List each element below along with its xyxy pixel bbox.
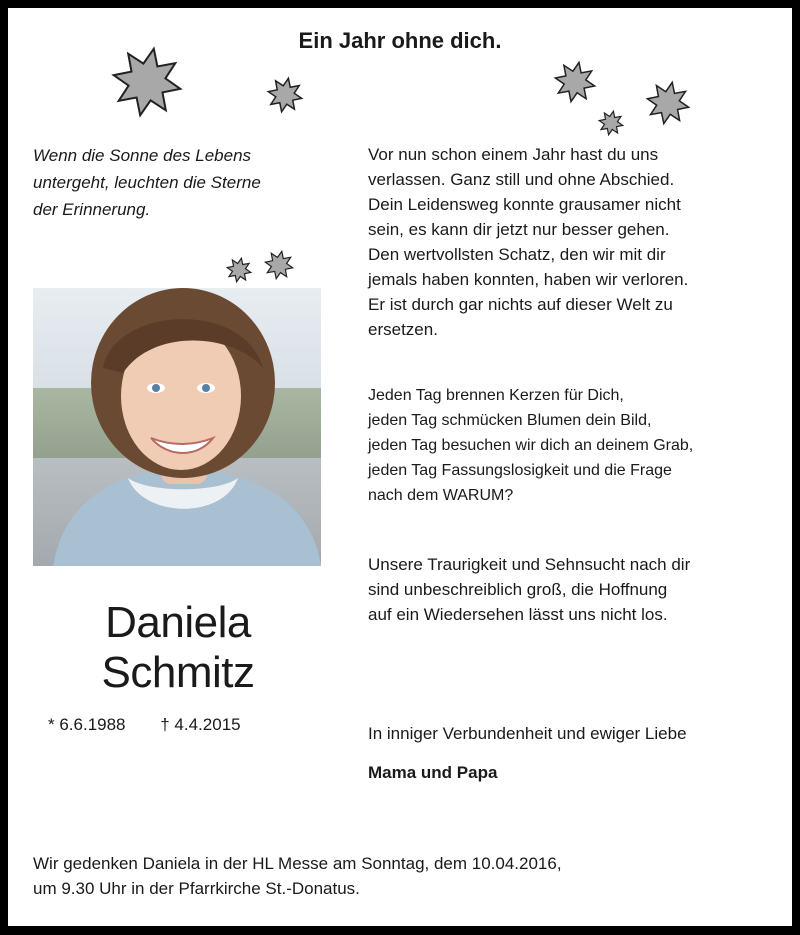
star-icon [597, 109, 625, 137]
text-line: jemals haben konnten, haben wir verloren. [368, 270, 689, 289]
text-line: jeden Tag schmücken Blumen dein Bild, [368, 412, 652, 429]
star-icon [553, 60, 597, 104]
text-line: Unsere Traurigkeit und Sehnsucht nach dir [368, 555, 691, 574]
memorial-quote [33, 142, 333, 223]
text-line: Wir gedenken Daniela in der HL Messe am Sonntag, dem 10.04.2016, [33, 854, 562, 873]
text-line: nach dem WARUM? [368, 487, 514, 504]
text-line: Den wertvollsten Schatz, den wir mit dir [368, 245, 666, 264]
text-line: Jeden Tag brennen Kerzen für Dich, [368, 387, 624, 404]
closing-line: In inniger Verbundenheit und ewiger Liebe [368, 724, 687, 743]
star-icon [645, 80, 691, 126]
text-line: ersetzen. [368, 320, 438, 339]
star-icon [266, 76, 304, 114]
birth-date: * 6.6.1988 [48, 715, 126, 734]
paragraph-3 [368, 552, 766, 627]
first-name: Daniela [105, 598, 251, 647]
text-line: jeden Tag Fassungslosigkeit und die Frage [368, 462, 672, 479]
text-line: jeden Tag besuchen wir dich an deinem Grab, [368, 437, 694, 454]
quote-line: der Erinnerung. [33, 200, 151, 219]
life-dates [48, 715, 308, 735]
star-icon [263, 249, 295, 281]
portrait-photo [33, 288, 321, 566]
text-line: sind unbeschreiblich groß, die Hoffnung [368, 580, 668, 599]
last-name: Schmitz [101, 648, 255, 697]
text-line: Er ist durch gar nichts auf dieser Welt zu [368, 295, 673, 314]
deceased-name [33, 598, 323, 698]
headline: Ein Jahr ohne dich. [298, 28, 502, 53]
signature: Mama und Papa [368, 763, 498, 782]
star-icon [225, 256, 253, 284]
text-line: auf ein Wiedersehen lässt uns nicht los. [368, 605, 668, 624]
quote-line: Wenn die Sonne des Lebens [33, 146, 252, 165]
text-line: Dein Leidensweg konnte grausamer nicht [368, 195, 681, 214]
text-line: Vor nun schon einem Jahr hast du uns [368, 145, 659, 164]
text-line: verlassen. Ganz still und ohne Abschied. [368, 170, 675, 189]
quote-line: untergeht, leuchten die Sterne [33, 173, 261, 192]
mass-announcement [33, 851, 768, 901]
paragraph-1 [368, 142, 766, 342]
text-line: um 9.30 Uhr in der Pfarrkirche St.-Donatus. [33, 879, 360, 898]
obituary-notice [8, 8, 792, 926]
text-line: sein, es kann dir jetzt nur besser gehen. [368, 220, 670, 239]
star-icon [111, 46, 183, 118]
paragraph-2 [368, 383, 766, 508]
death-date: † 4.4.2015 [160, 715, 241, 734]
